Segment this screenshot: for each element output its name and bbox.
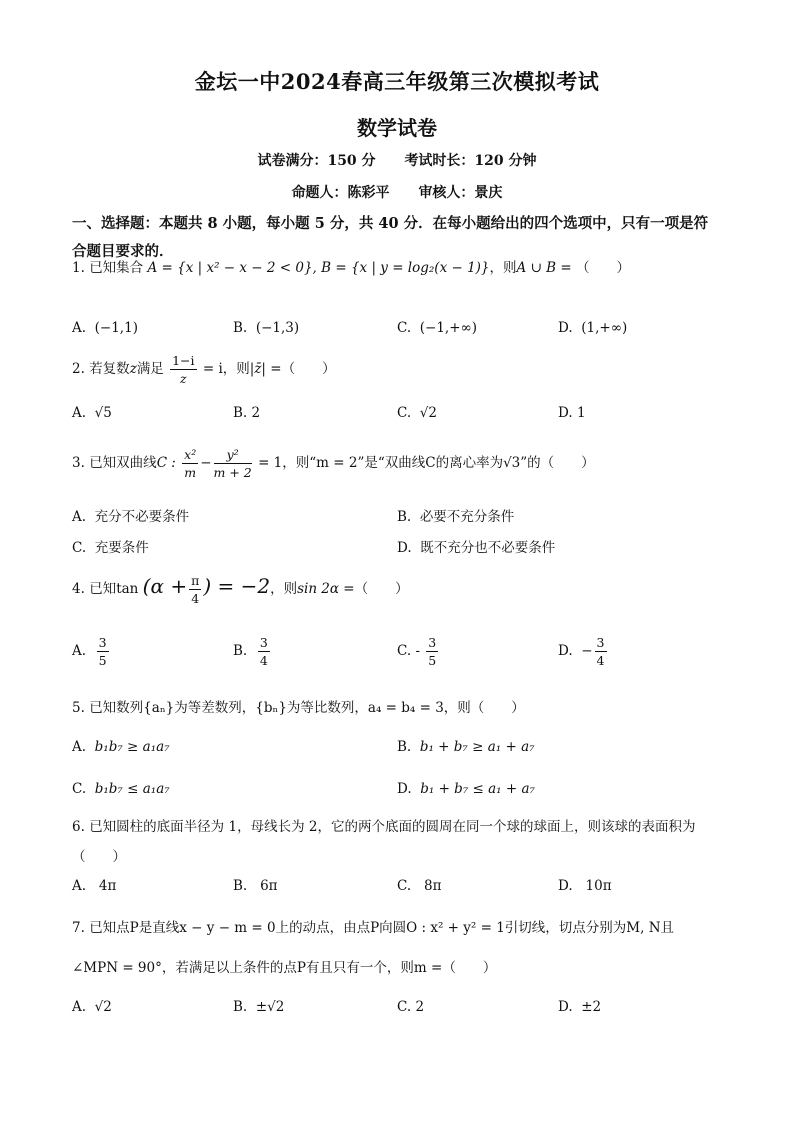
option-a <box>72 878 116 894</box>
question-number: 6. <box>72 819 85 835</box>
option-label: C. <box>397 405 412 421</box>
question-5 <box>72 696 525 716</box>
exam-info-line <box>0 150 794 170</box>
fraction-denominator: m + 2 <box>213 465 252 480</box>
option-b <box>233 878 278 894</box>
option-text: b₁ + b₇ ≤ a₁ + a₇ <box>420 781 535 797</box>
question-text: 已知点P是直线x − y − m = 0上的动点，由点P向圆O : x² + y² = 1引切线，切点分别为M, N且 <box>89 920 675 936</box>
option-d <box>397 536 555 556</box>
option-text: √2 <box>94 999 112 1015</box>
fraction-numerator: 1−i <box>172 353 195 368</box>
fraction-numerator: 3 <box>259 635 268 650</box>
math-expression: |z̄| = <box>249 361 282 377</box>
option-a <box>72 320 138 336</box>
option-label: A. <box>72 739 87 755</box>
option-text: b₁b₇ ≤ a₁a₇ <box>94 781 170 797</box>
option-c <box>397 878 441 894</box>
option-label: C. <box>72 781 87 797</box>
question-text: ∠MPN = 90°，若满足以上条件的点P有且只有一个，则m =（ ） <box>72 960 497 976</box>
answer-blank: （ ） <box>281 361 336 377</box>
question-number: 3. <box>72 455 85 471</box>
option-d <box>397 781 535 797</box>
option-text: b₁ + b₇ ≥ a₁ + a₇ <box>419 739 535 755</box>
option-b <box>233 320 299 336</box>
option-label: C. <box>397 878 412 894</box>
fraction <box>170 352 196 387</box>
option-d <box>558 320 627 336</box>
option-label: D. <box>397 540 412 556</box>
fraction-denominator: 5 <box>428 653 437 668</box>
section-heading: 一、选择题：本题共 8 小题，每小题 5 分，共 40 分．在每小题给出的四个选项中，只有一项是符合题目要求的． <box>72 215 709 260</box>
question-3 <box>72 446 595 481</box>
fraction <box>97 634 109 669</box>
option-label: D. <box>558 999 573 1015</box>
option-text: 充分不必要条件 <box>94 509 190 525</box>
question-text: 若复数 <box>89 361 130 377</box>
option-text: 1 <box>576 405 586 421</box>
option-text: 4π <box>98 878 117 894</box>
option-text: 既不充分也不必要条件 <box>420 540 556 556</box>
option-label: A. <box>72 999 87 1015</box>
option-d <box>558 634 609 669</box>
fraction-numerator: 3 <box>428 635 437 650</box>
option-c <box>397 999 424 1015</box>
question-text: ，则 <box>270 581 298 597</box>
option-b <box>233 999 284 1015</box>
option-d <box>558 405 586 421</box>
math-operator: − <box>200 455 212 471</box>
option-label: B. <box>233 405 248 421</box>
question-1 <box>72 256 630 276</box>
fraction-numerator: π <box>191 573 200 588</box>
option-text: 2 <box>251 405 261 421</box>
question-number: 5. <box>72 700 85 716</box>
option-a <box>72 505 189 525</box>
question-text: 满足 <box>136 361 164 377</box>
answer-blank: （ ） <box>576 260 630 276</box>
question-number: 7. <box>72 920 85 936</box>
option-text: b₁b₇ ≥ a₁a₇ <box>94 739 170 755</box>
math-variable: C : <box>156 455 176 471</box>
option-text: (−1,+∞) <box>419 320 478 336</box>
option-c <box>397 634 440 669</box>
math-expression: A ∪ B = <box>516 260 572 276</box>
option-label: A. <box>72 405 87 421</box>
option-label: B. <box>233 643 248 659</box>
option-label: B. <box>233 999 248 1015</box>
option-label: D. <box>558 320 573 336</box>
question-number: 4. <box>72 581 85 597</box>
option-label: C. <box>397 999 412 1015</box>
option-text: (−1,3) <box>255 320 300 336</box>
fraction <box>426 634 438 669</box>
option-sign: - <box>415 643 420 659</box>
option-text: √5 <box>94 405 112 421</box>
option-label: D. <box>558 405 573 421</box>
fraction-numerator: x² <box>184 447 197 462</box>
option-label: C. <box>72 540 87 556</box>
option-label: C. <box>397 320 412 336</box>
question-text: 已知双曲线 <box>89 455 157 471</box>
option-d <box>558 999 601 1015</box>
answer-blank: （ ） <box>354 581 409 597</box>
option-a <box>72 999 112 1015</box>
option-b <box>397 505 514 525</box>
score-info: 试卷满分：150 分 <box>257 153 376 169</box>
option-text: √2 <box>419 405 437 421</box>
fraction <box>595 634 607 669</box>
option-d <box>558 878 612 894</box>
option-text: ±√2 <box>255 999 285 1015</box>
option-text: 2 <box>415 999 425 1015</box>
option-text: ±2 <box>581 999 602 1015</box>
question-text: 已知集合 <box>89 260 144 276</box>
question-text: ，则 <box>222 361 250 377</box>
fraction-numerator: 3 <box>98 635 107 650</box>
option-text: 8π <box>424 878 442 894</box>
option-text: 6π <box>260 878 278 894</box>
fraction-denominator: 4 <box>259 653 268 668</box>
option-text: 必要不充分条件 <box>419 509 515 525</box>
question-text: ，则“m = 2”是“双曲线C的离心率为√3”的（ ） <box>282 455 595 471</box>
fraction-denominator: m <box>184 465 197 480</box>
option-label: B. <box>233 878 248 894</box>
question-text: 已知数列{aₙ}为等差数列，{bₙ}为等比数列，a₄ = b₄ = 3，则（ ） <box>89 700 525 716</box>
math-function: tan <box>116 581 139 597</box>
option-label: A. <box>72 509 87 525</box>
option-c <box>72 781 170 797</box>
option-label: C. <box>397 643 412 659</box>
question-2 <box>72 352 336 387</box>
option-text: 充要条件 <box>94 540 149 556</box>
option-b <box>397 739 535 755</box>
fraction <box>214 446 252 481</box>
option-a <box>72 634 111 669</box>
paper-title: 数学试卷 <box>357 116 437 140</box>
option-b <box>233 634 272 669</box>
question-7-line-2 <box>72 956 496 976</box>
option-label: D. <box>558 643 573 659</box>
option-c <box>397 320 477 336</box>
option-label: D. <box>397 781 412 797</box>
author-line <box>0 182 794 202</box>
math-variable: z <box>129 361 137 377</box>
question-number: 1. <box>72 260 85 276</box>
math-expression: sin 2α = <box>297 581 355 597</box>
school-exam-title: 金坛一中2024春高三年级第三次模拟考试 <box>194 69 600 94</box>
fraction-numerator: 3 <box>596 635 605 650</box>
option-text: 10π <box>585 878 612 894</box>
fraction-denominator: 5 <box>98 653 107 668</box>
option-sign: − <box>581 643 593 659</box>
option-c <box>397 405 437 421</box>
math-expression: = i <box>202 361 223 377</box>
fraction-denominator: 4 <box>596 653 605 668</box>
question-text: 已知圆柱的底面半径为 1，母线长为 2，它的两个底面的圆周在同一个球的球面上，则该球的表面积为（ ） <box>72 819 696 865</box>
fraction <box>189 572 201 607</box>
math-expression: (α + <box>142 574 188 598</box>
option-label: D. <box>558 878 573 894</box>
option-label: B. <box>233 320 248 336</box>
fraction-numerator: y² <box>214 446 252 464</box>
question-6 <box>72 812 722 872</box>
option-text: (1,+∞) <box>581 320 628 336</box>
option-b <box>233 405 260 421</box>
fraction <box>258 634 270 669</box>
option-a <box>72 739 170 755</box>
time-info: 考试时长：120 分钟 <box>404 153 537 169</box>
option-label: A. <box>72 320 87 336</box>
option-label: B. <box>397 509 412 525</box>
option-label: B. <box>397 739 412 755</box>
fraction-denominator: 4 <box>191 591 200 606</box>
question-text: 已知 <box>89 581 117 597</box>
fraction <box>182 446 198 481</box>
math-expression: A = {x | x² − x − 2 < 0}, B = {x | y = log₂(x − 1)} <box>147 260 490 276</box>
question-number: 2. <box>72 361 85 377</box>
option-a <box>72 405 112 421</box>
math-expression: = 1 <box>258 455 283 471</box>
option-text: (−1,1) <box>94 320 138 336</box>
question-text: ，则 <box>489 260 517 276</box>
option-c <box>72 536 149 556</box>
option-label: A. <box>72 643 87 659</box>
setter-info: 命题人：陈彩平 <box>291 185 390 201</box>
question-7-line-1 <box>72 916 674 936</box>
reviewer-info: 审核人：景庆 <box>418 185 503 201</box>
question-4 <box>72 572 409 607</box>
math-expression: ) = −2 <box>203 574 271 598</box>
option-label: A. <box>72 878 87 894</box>
fraction-denominator: z <box>180 371 187 386</box>
